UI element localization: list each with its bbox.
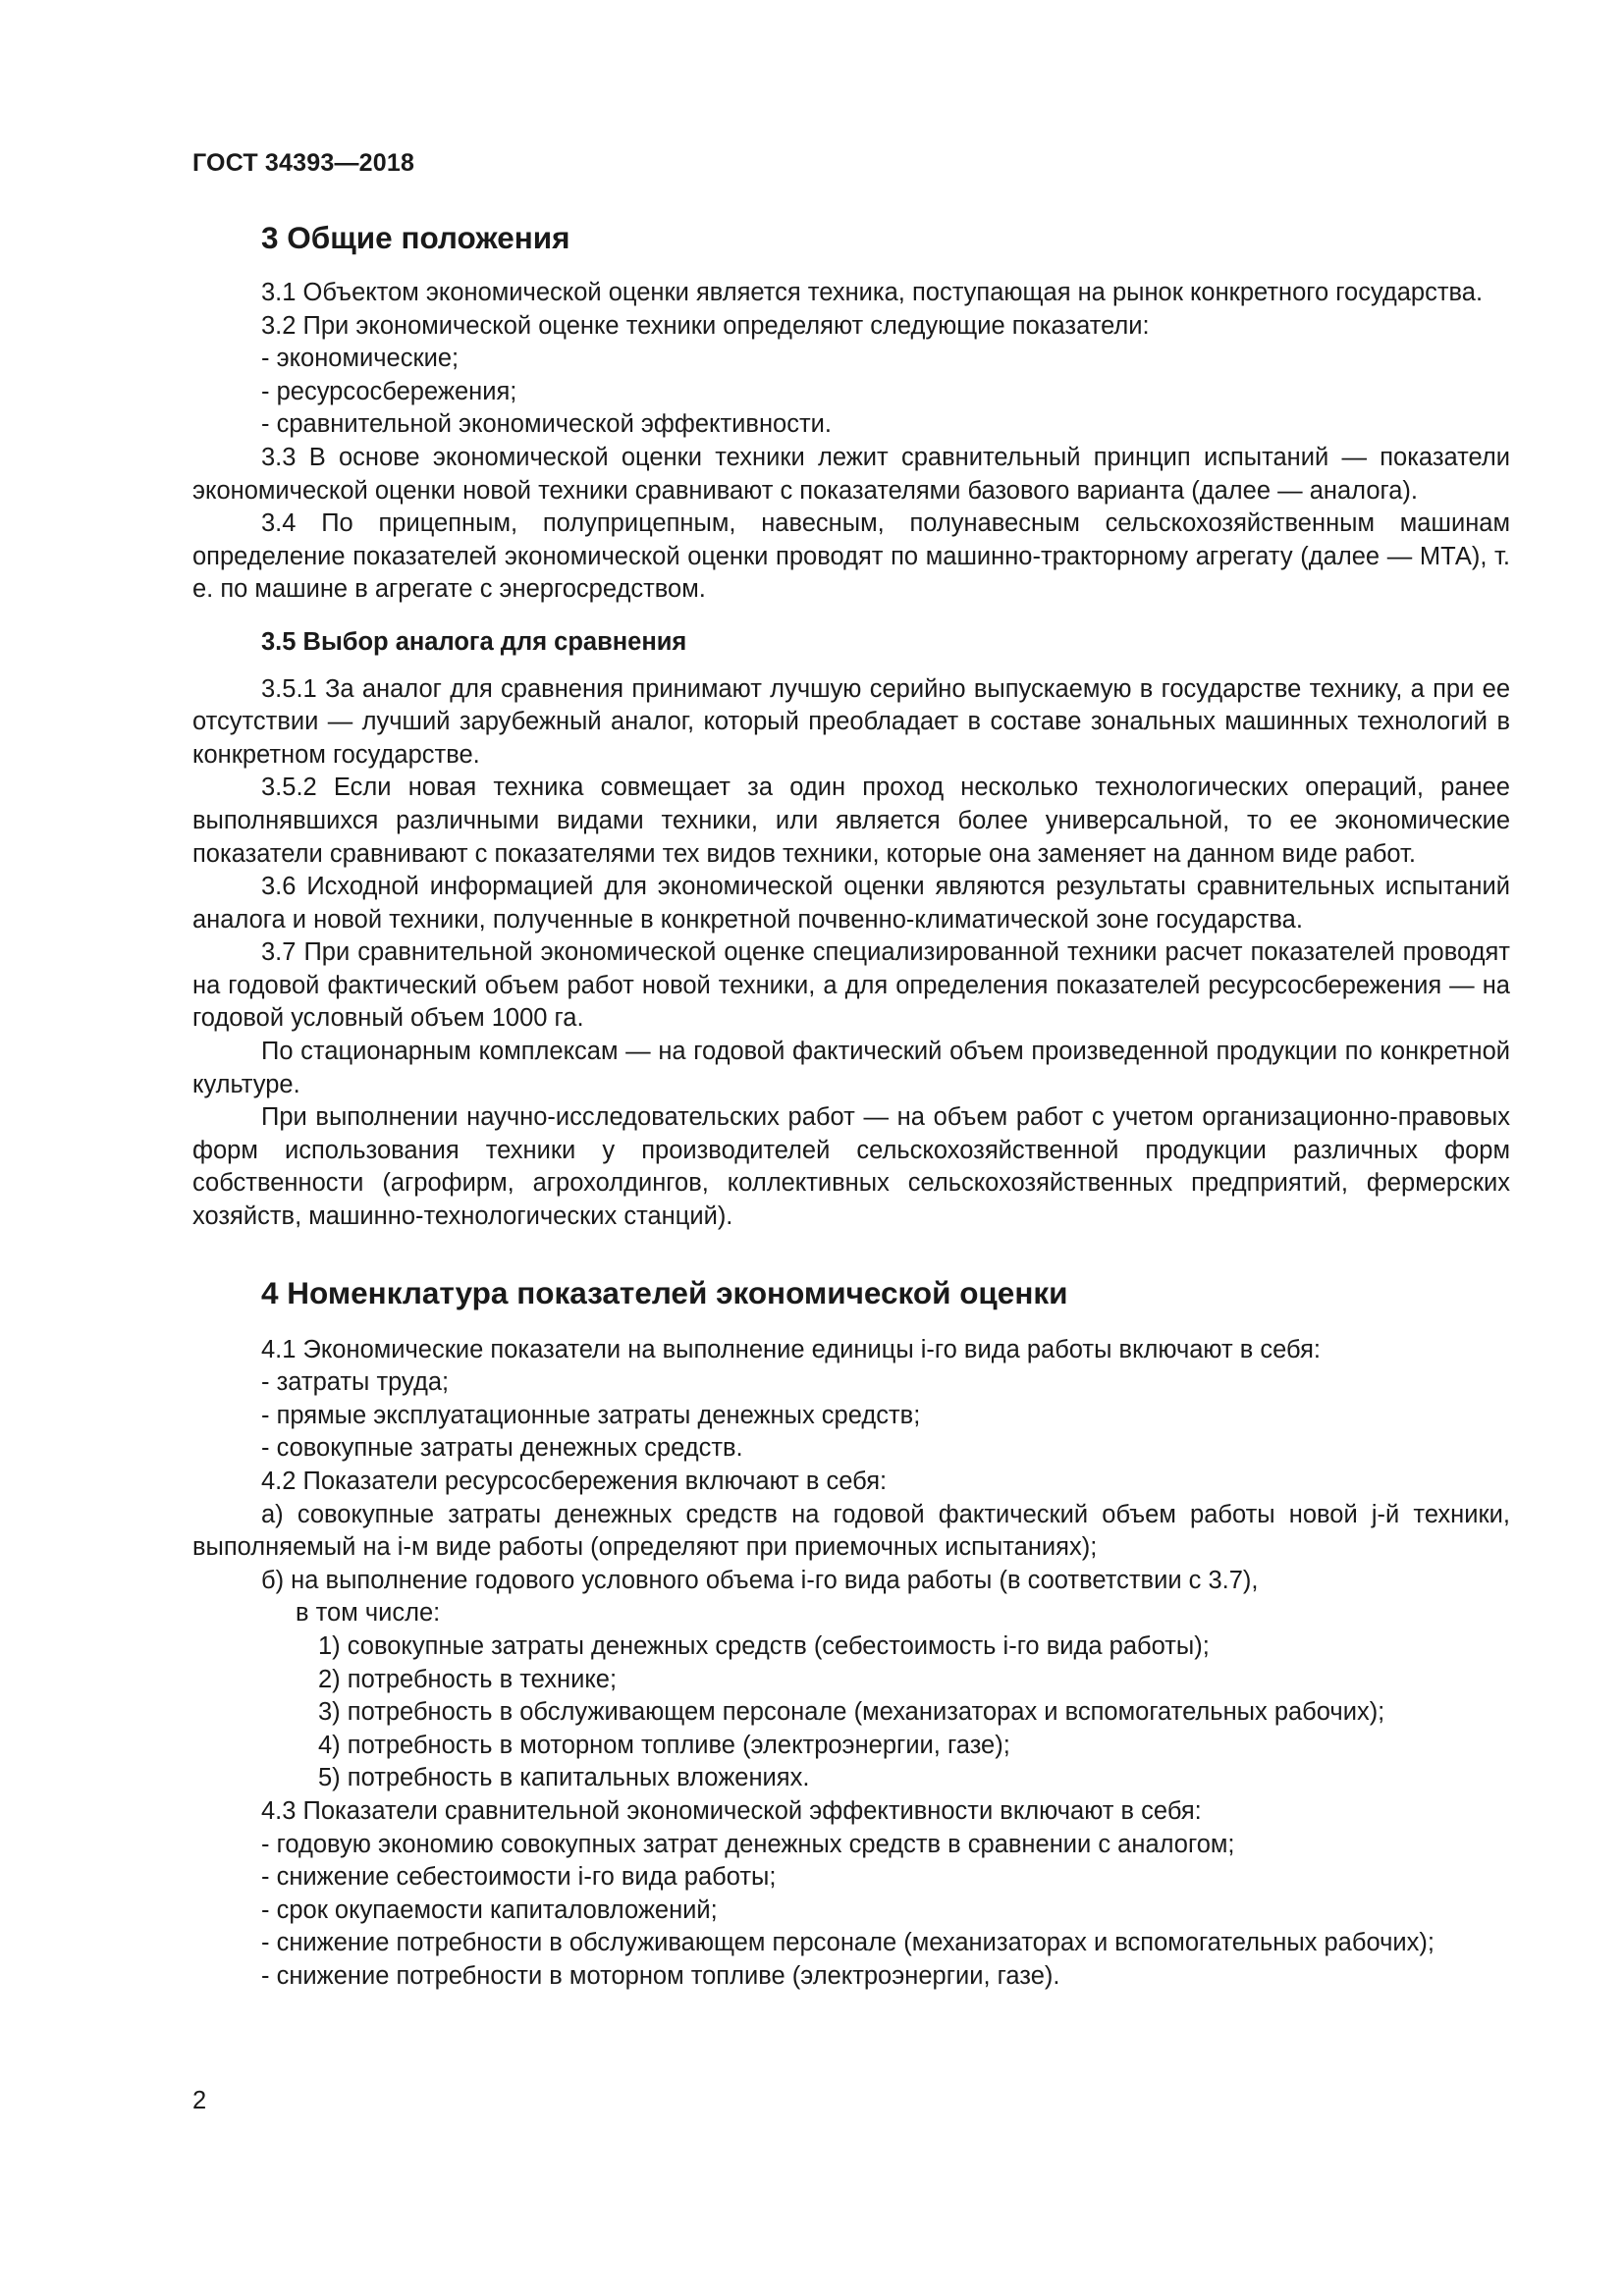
list-item: - снижение потребности в моторном топливе (электроэнергии, газе). [261,1961,1060,1990]
document-code: ГОСТ 34393—2018 [192,149,415,177]
paragraph-3-3: 3.3 В основе экономической оценки техники лежит сравнительный принцип испытаний — показатели экономической оценки новой техники сравнивают с показателями базового варианта (далее — аналога). [192,443,1510,505]
list-item: 1) совокупные затраты денежных средств (себестоимость i-го вида работы); [318,1631,1210,1660]
paragraph-4-2: 4.2 Показатели ресурсосбережения включают в себя: [261,1468,888,1495]
list-item: 4) потребность в моторном топливе (электроэнергии, газе); [318,1731,1010,1759]
list-item: - срок окупаемости капиталовложений; [261,1896,718,1924]
paragraph-3-7: 3.7 При сравнительной экономической оценке специализированной техники расчет показателей проводят на годовой фактический объем работ новой техники, а для определения показателей ресурсосбережения — на годовой условный объем 1000 га. [192,938,1510,1033]
paragraph-3-7-research: При выполнении научно-исследовательских работ — на объем работ с учетом организационно-правовых форм использования техники у производителей сельскохозяйственной продукции различных форм собственности (агрофирм, агрохолдингов, коллективных сельскохозяйственных предприятий, фермерских хозяйств, машинно-технологических станций). [192,1103,1510,1231]
list-item: - затраты труда; [261,1368,450,1397]
list-item: - снижение потребности в обслуживающем персонале (механизаторах и вспомогательных рабочих); [261,1929,1435,1957]
paragraph-3-5-2: 3.5.2 Если новая техника совмещает за один проход несколько технологических операций, ранее выполнявшихся различными видами техники, или является более универсальной, то ее экономические показатели сравнивают с показателями тех видов техники, которые она заменяет на данном виде работ. [192,774,1510,868]
subsection-3-5-heading: 3.5 Выбор аналога для сравнения [261,627,687,656]
list-item: - сравнительной экономической эффективности. [261,410,832,439]
paragraph-3-6: 3.6 Исходной информацией для экономической оценки являются результаты сравнительных испытаний аналога и новой техники, полученные в конкретной почвенно-климатической зоне государства. [192,873,1510,934]
section-4-heading: 4 Номенклатура показателей экономической оценки [261,1274,1068,1310]
list-item: 5) потребность в капитальных вложениях. [318,1764,810,1792]
paragraph-4-1: 4.1 Экономические показатели на выполнение единицы i-го вида работы включают в себя: [261,1335,1321,1363]
paragraph-4-2-a: а) совокупные затраты денежных средств на годовой фактический объем работы новой j-й техники, выполняемый на i-м виде работы (определяют при приемочных испытаниях); [192,1500,1510,1562]
list-item: - совокупные затраты денежных средств. [261,1434,743,1463]
paragraph-3-4: 3.4 По прицепным, полуприцепным, навесным, полунавесным сельскохозяйственным машинам определение показателей экономической оценки проводят по машинно-тракторному агрегату (далее — МТА), т. е. по машине в агрегате с энергосредством. [192,509,1510,604]
paragraph-4-2-b: б) на выполнение годового условного объема i-го вида работы (в соответствии с 3.7), [261,1566,1259,1594]
list-item: - ресурсосбережения; [261,377,517,405]
paragraph-3-1: 3.1 Объектом экономической оценки является техника, поступающая на рынок конкретного государства. [261,279,1484,306]
paragraph-3-5-1: 3.5.1 За аналог для сравнения принимают лучшую серийно выпускаемую в государстве технику, а при ее отсутствии — лучший зарубежный аналог, который преобладает в составе зональных машинных технологий в конкретном государстве. [192,674,1510,769]
list-item: - годовую экономию совокупных затрат денежных средств в сравнении с аналогом; [261,1830,1235,1858]
list-item: - экономические; [261,345,460,373]
document-body [192,218,1510,1994]
paragraph-4-2-b-continuation: в том числе: [296,1599,441,1628]
paragraph-3-7-stationary: По стационарным комплексам — на годовой фактический объем произведенной продукции по конкретной культуре. [192,1038,1510,1098]
paragraph-4-3: 4.3 Показатели сравнительной экономической эффективности включают в себя: [261,1796,1202,1825]
list-item: - прямые эксплуатационные затраты денежных средств; [261,1401,921,1429]
list-item: 2) потребность в технике; [318,1665,618,1693]
list-item: - снижение себестоимости i-го вида работы; [261,1863,777,1892]
paragraph-3-2: 3.2 При экономической оценке техники определяют следующие показатели: [261,311,1150,340]
page-number: 2 [192,2087,207,2114]
section-3-heading: 3 Общие положения [261,220,570,255]
list-item: 3) потребность в обслуживающем персонале (механизаторах и вспомогательных рабочих); [318,1698,1385,1727]
